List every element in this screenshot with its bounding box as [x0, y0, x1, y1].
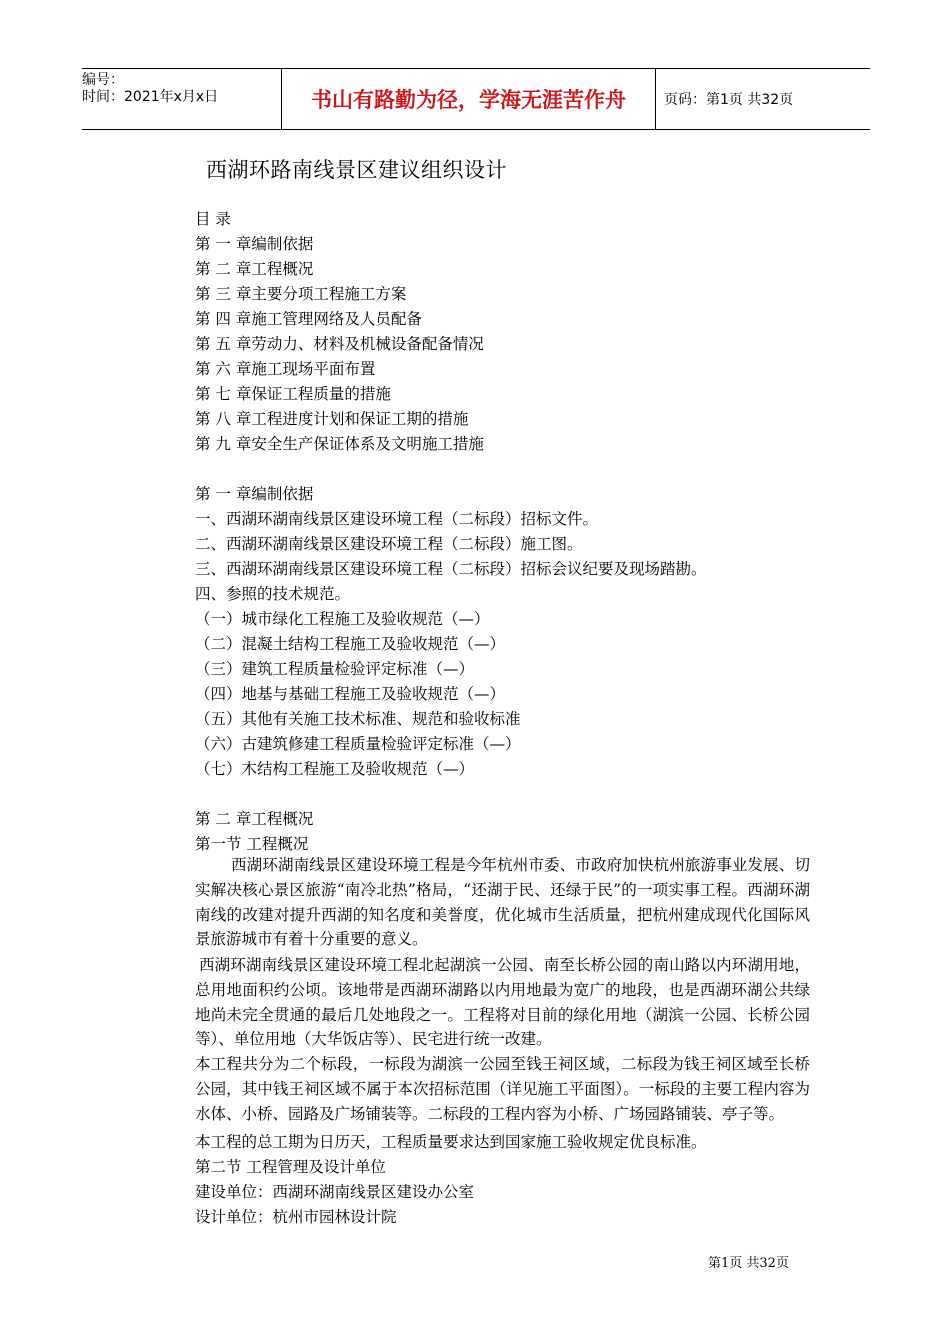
chapter1-item: 三、西湖环湖南线景区建设环境工程（二标段）招标会议纪要及现场踏勘。: [195, 560, 707, 578]
body-paragraph: 西湖环湖南线景区建设环境工程是今年杭州市委、市政府加快杭州旅游事业发展、切实解决核心景区旅游“南冷北热”格局，“还湖于民、还绿于民”的一项实事工程。西湖环湖南线的改建对提升西湖的知名度和美誉度，优化城市生活质量，把杭州建成现代化国际风景旅游城市有着十分重要的意义。: [195, 856, 810, 949]
construction-unit: 建设单位：西湖环湖南线景区建设办公室: [195, 1183, 475, 1201]
toc-item: 第 八 章工程进度计划和保证工期的措施: [195, 410, 469, 428]
body-paragraph: 本工程共分为二个标段，一标段为湖滨一公园至钱王祠区域，二标段为钱王祠区域至长桥公园，其中钱王祠区域不属于本次招标范围（详见施工平面图）。一标段的主要工程内容为水体、小桥、园路及广场铺装等。二标段的工程内容为小桥、广场园路铺装、亭子等。: [195, 1055, 810, 1123]
number-label: 编号：: [82, 72, 124, 88]
chapter2-section2-heading: 第二节 工程管理及设计单位: [195, 1158, 386, 1176]
toc-item: 第 三 章主要分项工程施工方案: [195, 285, 407, 303]
toc-item: 第 五 章劳动力、材料及机械设备配备情况: [195, 335, 484, 353]
header-meta: [82, 69, 282, 129]
page-header: [82, 68, 870, 130]
body-paragraph: 西湖环湖南线景区建设环境工程北起湖滨一公园、南至长桥公园的南山路以内环湖用地，总用地面积约公顷。该地带是西湖环湖路以内用地最为宽广的地段，也是西湖环湖公共绿地尚未完全贯通的最后几处地段之一。工程将对目前的绿化用地（湖滨一公园、长桥公园等）、单位用地（大华饭店等）、民宅进行统一改建。: [195, 956, 810, 1049]
chapter1-heading: 第 一 章编制依据: [195, 485, 314, 503]
header-page-label: 页码：第1页 共32页: [664, 92, 794, 108]
chapter1-item: 二、西湖环湖南线景区建设环境工程（二标段）施工图。: [195, 535, 583, 553]
chapter1-item: 一、西湖环湖南线景区建设环境工程（二标段）招标文件。: [195, 510, 599, 528]
toc-item: 第 一 章编制依据: [195, 235, 314, 253]
chapter2-section1-heading: 第一节 工程概况: [195, 835, 309, 853]
design-unit: 设计单位：杭州市园林设计院: [195, 1208, 397, 1226]
chapter1-item: （三）建筑工程质量检验评定标准（—）: [195, 660, 475, 678]
chapter1-item: （六）古建筑修建工程质量检验评定标准（—）: [195, 735, 521, 753]
chapter1-item: （五）其他有关施工技术标准、规范和验收标准: [195, 710, 521, 728]
page-footer: 第1页 共32页: [708, 1256, 789, 1271]
toc-item: 第 九 章安全生产保证体系及文明施工措施: [195, 435, 484, 453]
toc-item: 第 六 章施工现场平面布置: [195, 360, 376, 378]
chapter2-heading: 第 二 章工程概况: [195, 810, 314, 828]
header-motto: 书山有路勤为径，学海无涯苦作舟: [282, 69, 656, 129]
chapter1-item: 四、参照的技术规范。: [195, 585, 351, 603]
toc-heading: 目 录: [195, 210, 231, 228]
toc-item: 第 二 章工程概况: [195, 260, 314, 278]
document-title: 西湖环路南线景区建议组织设计: [206, 158, 507, 182]
time-label: 时间：2021年x月x日: [82, 89, 219, 105]
toc-item: 第 七 章保证工程质量的措施: [195, 385, 391, 403]
chapter1-item: （四）地基与基础工程施工及验收规范（—）: [195, 685, 506, 703]
chapter1-item: （二）混凝土结构工程施工及验收规范（—）: [195, 635, 506, 653]
chapter1-item: （一）城市绿化工程施工及验收规范（—）: [195, 610, 490, 628]
toc-item: 第 四 章施工管理网络及人员配备: [195, 310, 422, 328]
chapter1-item: （七）木结构工程施工及验收规范（—）: [195, 760, 475, 778]
body-paragraph: 本工程的总工期为日历天，工程质量要求达到国家施工验收规定优良标准。: [195, 1133, 707, 1151]
